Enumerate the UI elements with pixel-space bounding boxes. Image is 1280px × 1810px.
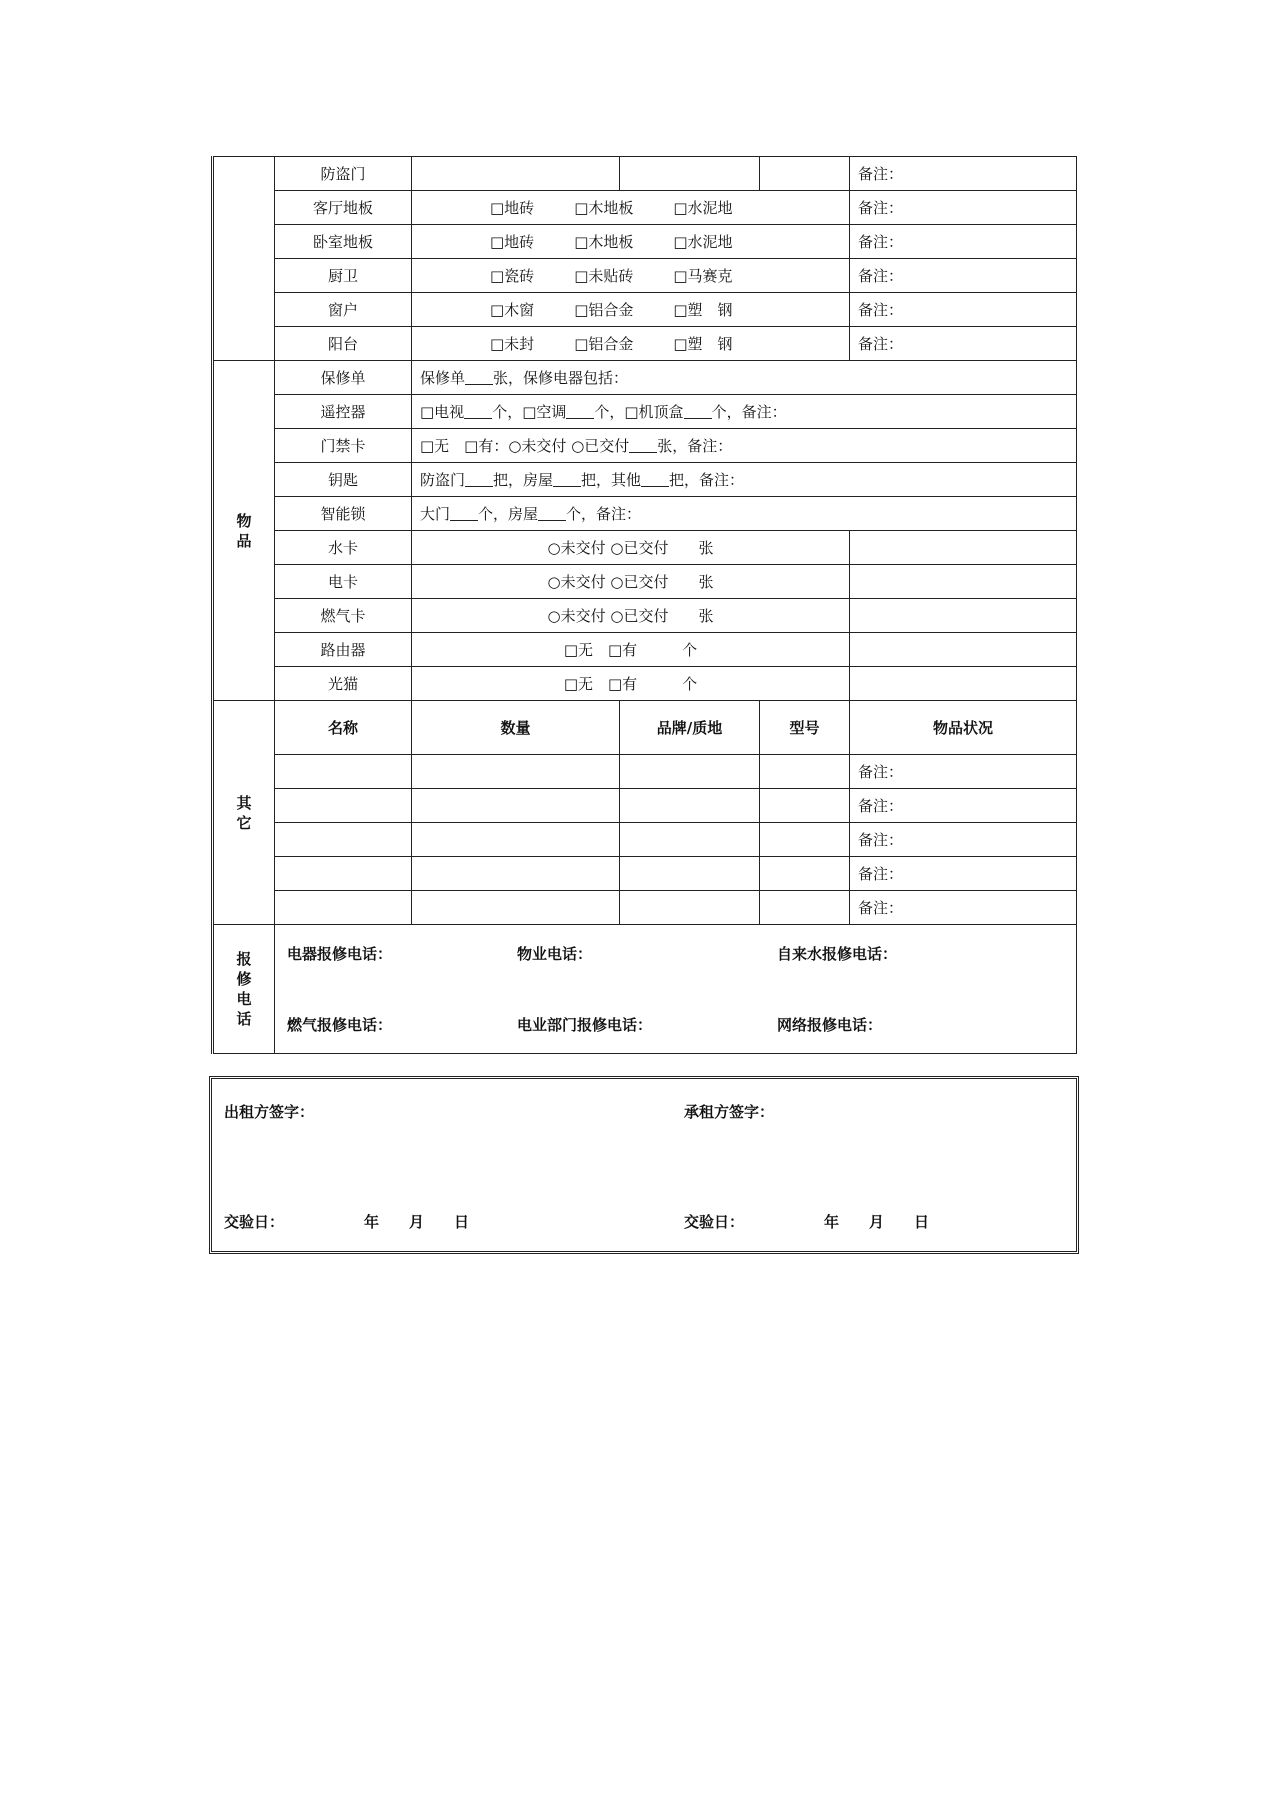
row-windows: [213, 293, 1077, 327]
option-checkbox[interactable]: □铝合金: [574, 335, 634, 353]
options-cell: [412, 225, 850, 259]
brand-cell[interactable]: [620, 789, 760, 823]
brand-cell[interactable]: [620, 891, 760, 925]
quantity-cell[interactable]: [412, 857, 620, 891]
row-label: 燃气卡: [275, 599, 412, 633]
signature-box: [209, 1076, 1079, 1254]
option-checkbox[interactable]: □木窗: [490, 301, 535, 319]
house-section-label: [213, 157, 275, 361]
row-kitchen-bath: [213, 259, 1077, 293]
property-phone-field[interactable]: 物业电话：: [517, 945, 593, 963]
row-power-card: [213, 565, 1077, 599]
options-cell: [412, 191, 850, 225]
other-section-label: 其它: [213, 701, 275, 925]
field-cell[interactable]: [412, 157, 620, 191]
keys-field[interactable]: 防盗门 把，房屋 把，其他 把，备注：: [412, 463, 1077, 497]
row-balcony: [213, 327, 1077, 361]
row-access-card: [213, 429, 1077, 463]
water-phone-field[interactable]: 自来水报修电话：: [777, 945, 898, 963]
modem-field[interactable]: □无 □有 个: [412, 667, 850, 701]
row-label: 遥控器: [275, 395, 412, 429]
row-warranty: [213, 361, 1077, 395]
row-label: 保修单: [275, 361, 412, 395]
option-checkbox[interactable]: □未贴砖: [574, 267, 634, 285]
phones-section-label: 报修电话: [213, 925, 275, 1054]
row-label: 光猫: [275, 667, 412, 701]
other-header-row: [213, 701, 1077, 755]
row-label: 电卡: [275, 565, 412, 599]
option-checkbox[interactable]: □地砖: [490, 199, 535, 217]
quantity-cell[interactable]: [412, 755, 620, 789]
extra-cell[interactable]: [850, 531, 1077, 565]
row-modem: [213, 667, 1077, 701]
router-field[interactable]: □无 □有 个: [412, 633, 850, 667]
row-label: 门禁卡: [275, 429, 412, 463]
model-cell[interactable]: [760, 755, 850, 789]
brand-cell[interactable]: [620, 823, 760, 857]
option-checkbox[interactable]: □水泥地: [673, 199, 733, 217]
option-checkbox[interactable]: □未封: [490, 335, 535, 353]
name-cell[interactable]: [275, 857, 412, 891]
column-header: 数量: [412, 701, 620, 755]
row-smart-lock: [213, 497, 1077, 531]
table-row: [213, 891, 1077, 925]
option-checkbox[interactable]: □水泥地: [673, 233, 733, 251]
row-label: 厨卫: [275, 259, 412, 293]
row-remote: [213, 395, 1077, 429]
option-checkbox[interactable]: □瓷砖: [490, 267, 535, 285]
brand-cell[interactable]: [620, 857, 760, 891]
remote-field[interactable]: □电视 个，□空调 个，□机顶盒 个，备注：: [412, 395, 1077, 429]
remark-cell[interactable]: 备注：: [850, 891, 1077, 925]
access-card-field[interactable]: □无 □有：○未交付 ○已交付 张，备注：: [412, 429, 1077, 463]
quantity-cell[interactable]: [412, 789, 620, 823]
items-section-label: 物品: [213, 361, 275, 701]
row-label: 水卡: [275, 531, 412, 565]
landlord-inspect-date[interactable]: 交验日： 年 月 日: [224, 1213, 470, 1231]
remark-cell[interactable]: 备注：: [850, 225, 1077, 259]
quantity-cell[interactable]: [412, 891, 620, 925]
name-cell[interactable]: [275, 789, 412, 823]
row-living-room-floor: [213, 191, 1077, 225]
row-label: 窗户: [275, 293, 412, 327]
brand-cell[interactable]: [620, 755, 760, 789]
column-header: 名称: [275, 701, 412, 755]
model-cell[interactable]: [760, 857, 850, 891]
extra-cell[interactable]: [850, 633, 1077, 667]
handover-table: [211, 156, 1077, 1054]
option-checkbox[interactable]: □铝合金: [574, 301, 634, 319]
name-cell[interactable]: [275, 755, 412, 789]
remark-cell[interactable]: 备注：: [850, 157, 1077, 191]
table-row: [213, 823, 1077, 857]
name-cell[interactable]: [275, 823, 412, 857]
remark-cell[interactable]: 备注：: [850, 755, 1077, 789]
option-checkbox[interactable]: □地砖: [490, 233, 535, 251]
landlord-signature[interactable]: 出租方签字：: [224, 1103, 315, 1121]
option-checkbox[interactable]: □马赛克: [673, 267, 733, 285]
row-label: 防盗门: [275, 157, 412, 191]
tenant-signature[interactable]: 承租方签字：: [684, 1103, 775, 1121]
gas-card-field[interactable]: ○未交付 ○已交付 张: [412, 599, 850, 633]
row-security-door: [213, 157, 1077, 191]
remark-cell[interactable]: 备注：: [850, 191, 1077, 225]
remark-cell[interactable]: 备注：: [850, 789, 1077, 823]
gas-phone-field[interactable]: 燃气报修电话：: [287, 1016, 393, 1034]
row-label: 智能锁: [275, 497, 412, 531]
phones-cell: [275, 925, 1077, 1054]
network-phone-field[interactable]: 网络报修电话：: [777, 1016, 883, 1034]
tenant-inspect-date[interactable]: 交验日： 年 月 日: [684, 1213, 930, 1231]
row-bedroom-floor: [213, 225, 1077, 259]
column-header: 型号: [760, 701, 850, 755]
row-label: 阳台: [275, 327, 412, 361]
table-row: [213, 789, 1077, 823]
row-label: 路由器: [275, 633, 412, 667]
smart-lock-field[interactable]: 大门 个，房屋 个，备注：: [412, 497, 1077, 531]
options-cell: [412, 293, 850, 327]
power-phone-field[interactable]: 电业部门报修电话：: [517, 1016, 653, 1034]
option-checkbox[interactable]: □木地板: [574, 199, 634, 217]
warranty-field[interactable]: 保修单 张，保修电器包括：: [412, 361, 1077, 395]
row-label: 客厅地板: [275, 191, 412, 225]
row-label: 钥匙: [275, 463, 412, 497]
repair-phones-row: [213, 925, 1077, 1054]
model-cell[interactable]: [760, 823, 850, 857]
remark-cell[interactable]: 备注：: [850, 327, 1077, 361]
options-cell: [412, 259, 850, 293]
options-cell: [412, 327, 850, 361]
extra-cell[interactable]: [850, 565, 1077, 599]
row-keys: [213, 463, 1077, 497]
field-cell[interactable]: [620, 157, 760, 191]
table-row: [213, 755, 1077, 789]
option-checkbox[interactable]: □木地板: [574, 233, 634, 251]
power-card-field[interactable]: ○未交付 ○已交付 张: [412, 565, 850, 599]
row-router: [213, 633, 1077, 667]
option-checkbox[interactable]: □塑 钢: [673, 301, 733, 319]
extra-cell[interactable]: [850, 667, 1077, 701]
name-cell[interactable]: [275, 891, 412, 925]
row-water-card: [213, 531, 1077, 565]
row-label: 卧室地板: [275, 225, 412, 259]
remark-cell[interactable]: 备注：: [850, 857, 1077, 891]
field-cell[interactable]: [760, 157, 850, 191]
model-cell[interactable]: [760, 891, 850, 925]
model-cell[interactable]: [760, 789, 850, 823]
remark-cell[interactable]: 备注：: [850, 823, 1077, 857]
row-gas-card: [213, 599, 1077, 633]
remark-cell[interactable]: 备注：: [850, 293, 1077, 327]
appliance-phone-field[interactable]: 电器报修电话：: [287, 945, 393, 963]
column-header: 物品状况: [850, 701, 1077, 755]
quantity-cell[interactable]: [412, 823, 620, 857]
option-checkbox[interactable]: □塑 钢: [673, 335, 733, 353]
water-card-field[interactable]: ○未交付 ○已交付 张: [412, 531, 850, 565]
column-header: 品牌/质地: [620, 701, 760, 755]
remark-cell[interactable]: 备注：: [850, 259, 1077, 293]
extra-cell[interactable]: [850, 599, 1077, 633]
table-row: [213, 857, 1077, 891]
